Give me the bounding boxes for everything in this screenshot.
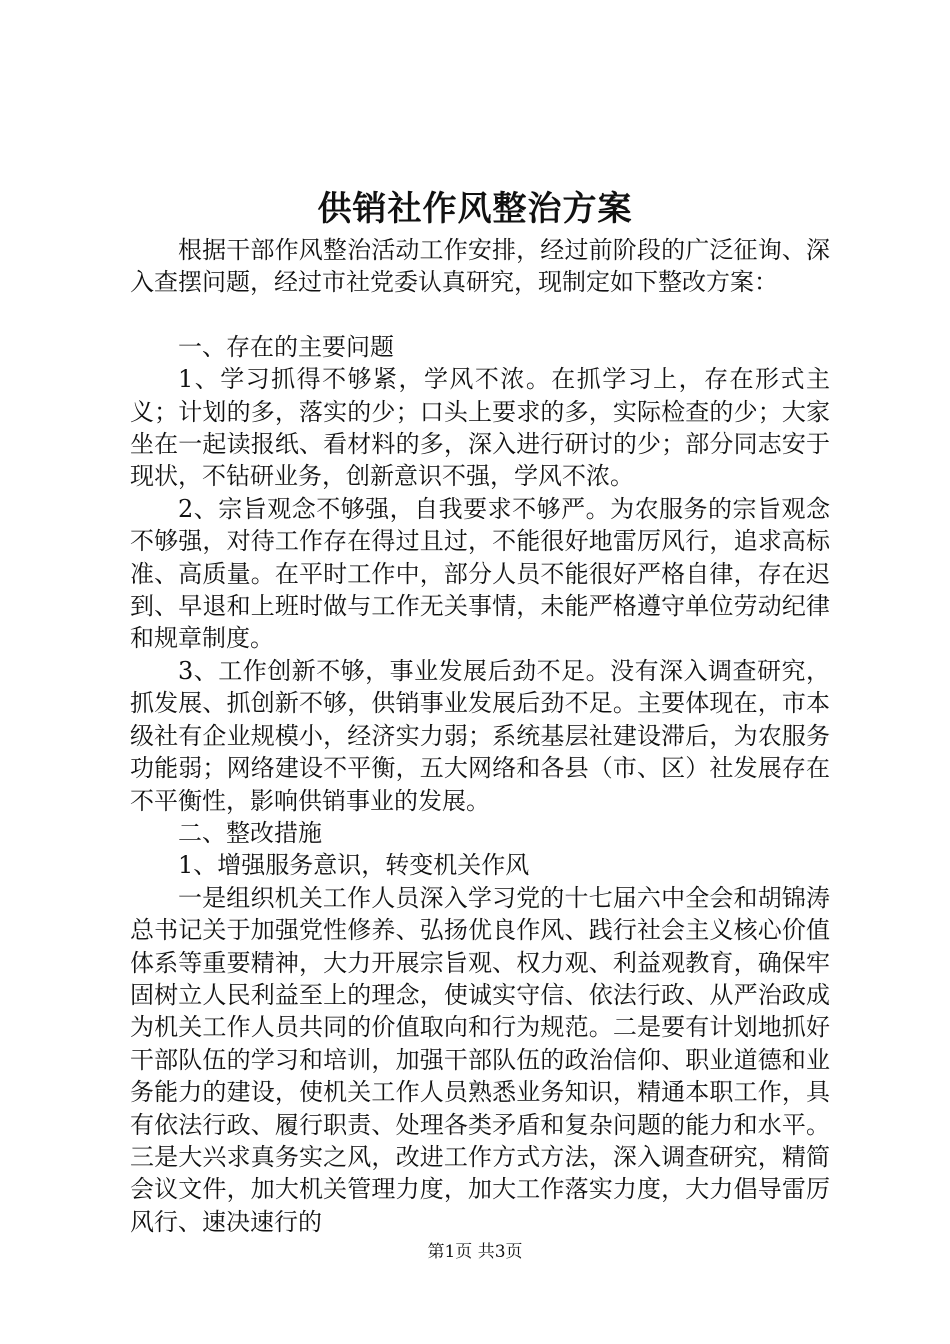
document-body xyxy=(130,234,830,1238)
problem-item-1: 1、学习抓得不够紧，学风不浓。在抓学习上，存在形式主义；计划的多，落实的少；口头上要求的多，实际检查的少；大家坐在一起读报纸、看材料的多，深入进行研讨的少；部分同志安于现状，不钻研业务，创新意识不强，学风不浓。 xyxy=(130,365,830,491)
intro-paragraph: 根据干部作风整治活动工作安排，经过前阶段的广泛征询、深入查摆问题，经过市社党委认真研究，现制定如下整改方案： xyxy=(130,236,830,297)
document-title: 供销社作风整治方案 xyxy=(317,189,633,229)
page-footer: 第1页 共3页 xyxy=(427,1242,523,1262)
measure-body-1: 一是组织机关工作人员深入学习党的十七届六中全会和胡锦涛总书记关于加强党性修养、弘扬优良作风、践行社会主义核心价值体系等重要精神，大力开展宗旨观、权力观、利益观教育，确保牢固树立人民利益至上的理念，使诚实守信、依法行政、从严治政成为机关工作人员共同的价值取向和行为规范。二是要有计划地抓好干部队伍的学习和培训，加强干部队伍的政治信仰、职业道德和业务能力的建设，使机关工作人员熟悉业务知识，精通本职工作，具有依法行政、履行职责、处理各类矛盾和复杂问题的能力和水平。三是大兴求真务实之风，改进工作方式方法，深入调查研究，精简会议文件，加大机关管理力度，加大工作落实力度，大力倡导雷厉风行、速决速行的 xyxy=(130,883,830,1236)
problem-item-3: 3、工作创新不够，事业发展后劲不足。没有深入调查研究，抓发展、抓创新不够，供销事业发展后劲不足。主要体现在，市本级社有企业规模小，经济实力弱；系统基层社建设滞后，为农服务功能弱；网络建设不平衡，五大网络和各县（市、区）社发展存在不平衡性，影响供销事业的发展。 xyxy=(130,656,830,815)
paragraph-gap xyxy=(130,299,830,331)
section-heading-measures: 二、整改措施 xyxy=(178,818,322,847)
problem-item-2: 2、宗旨观念不够强，自我要求不够严。为农服务的宗旨观念不够强，对待工作存在得过且过，不能很好地雷厉风行，追求高标准、高质量。在平时工作中，部分人员不能很好严格自律，存在迟到、早退和上班时做与工作无关事情，未能严格遵守单位劳动纪律和规章制度。 xyxy=(130,494,830,653)
measure-heading-1: 1、增强服务意识，转变机关作风 xyxy=(178,851,530,880)
section-heading-problems: 一、存在的主要问题 xyxy=(178,332,394,361)
